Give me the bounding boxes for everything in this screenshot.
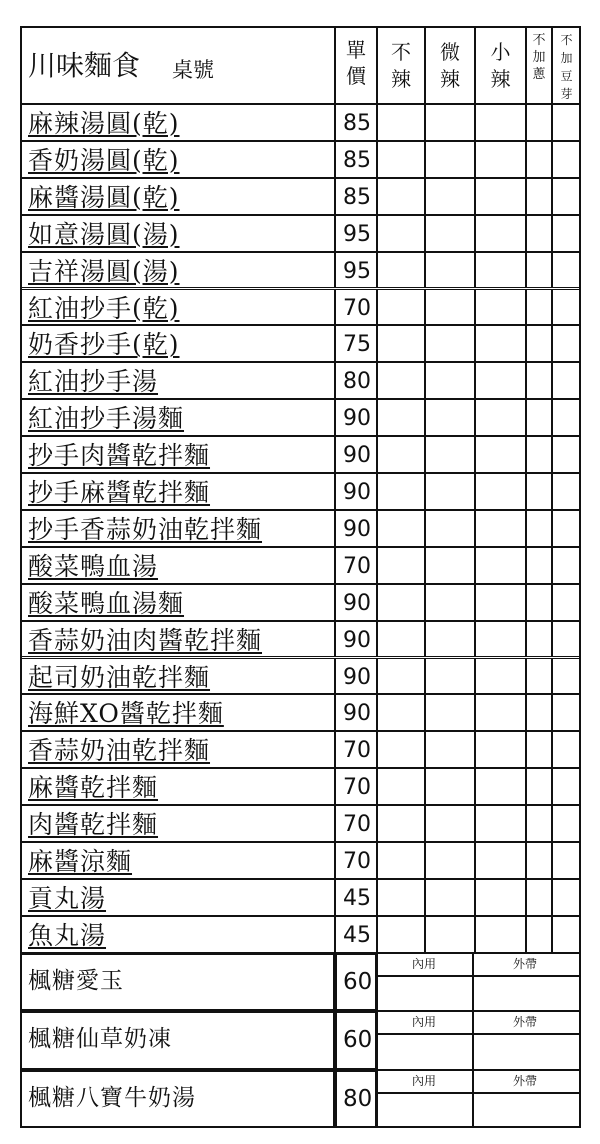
item-option-checkbox: [425, 362, 475, 399]
item-option-checkbox: [425, 584, 475, 621]
item-option-checkbox: [552, 879, 581, 916]
item-option-checkbox: [526, 215, 552, 252]
item-option-checkbox: [552, 694, 581, 731]
item-option-checkbox: [552, 658, 581, 695]
dessert-divider: [473, 975, 581, 977]
dessert-divider: [377, 1092, 473, 1094]
item-option-checkbox: [526, 879, 552, 916]
option-header-char: 不: [560, 33, 573, 47]
item-name: 紅油抄手湯: [28, 367, 159, 397]
item-option-checkbox: [526, 584, 552, 621]
item-name: 奶香抄手(乾): [28, 330, 180, 360]
item-option-checkbox: [425, 805, 475, 842]
item-option-checkbox: [552, 362, 581, 399]
item-option-checkbox: [526, 362, 552, 399]
item-option-checkbox: [526, 399, 552, 436]
item-name: 麻醬涼麵: [28, 847, 133, 876]
item-name: 抄手肉醬乾拌麵: [28, 441, 211, 471]
item-option-checkbox: [425, 658, 475, 695]
item-option-checkbox: [526, 289, 552, 326]
option-header-char: 辣: [391, 67, 411, 91]
item-option-checkbox: [377, 879, 425, 916]
item-option-checkbox: [377, 658, 425, 695]
item-option-checkbox: [475, 399, 526, 436]
option-header-char: 芽: [560, 87, 573, 101]
item-option-checkbox: [552, 252, 581, 289]
item-name: 魚丸湯: [28, 920, 107, 950]
item-price: 85: [343, 111, 371, 136]
item-option-checkbox: [526, 694, 552, 731]
item-option-checkbox: [475, 584, 526, 621]
item-price: 70: [343, 849, 371, 874]
header-option-cell: [475, 26, 526, 104]
header-option-cell: [377, 26, 425, 104]
item-price: 90: [343, 590, 371, 616]
item-price: 70: [343, 738, 371, 764]
item-option-checkbox: [377, 768, 425, 805]
item-name: 酸菜鴨血湯麵: [28, 588, 185, 618]
item-option-checkbox: [425, 141, 475, 178]
item-option-checkbox: [475, 621, 526, 658]
option-header-char: 豆: [560, 69, 573, 83]
dessert-divider: [377, 1033, 473, 1035]
dessert-name: 楓糖八寶牛奶湯: [28, 1084, 196, 1111]
item-option-checkbox: [475, 805, 526, 842]
item-option-checkbox: [475, 178, 526, 215]
item-option-checkbox: [526, 252, 552, 289]
item-option-checkbox: [377, 694, 425, 731]
option-header-char: 微: [440, 40, 460, 64]
item-option-checkbox: [552, 215, 581, 252]
item-name: 香奶湯圓(乾): [28, 145, 180, 175]
item-option-checkbox: [552, 473, 581, 510]
item-option-checkbox: [552, 916, 581, 953]
item-option-checkbox: [552, 289, 581, 326]
page-title: 川味麵食: [28, 49, 141, 82]
item-option-checkbox: [425, 842, 475, 879]
dine-in-label: 內用: [412, 1073, 437, 1088]
item-option-checkbox: [425, 252, 475, 289]
option-header-char: 蔥: [532, 67, 546, 82]
item-price: 70: [343, 812, 371, 838]
item-option-checkbox: [552, 104, 581, 141]
dessert-name: 楓糖愛玉: [28, 968, 124, 995]
item-option-checkbox: [377, 178, 425, 215]
item-option-checkbox: [475, 694, 526, 731]
item-option-checkbox: [526, 547, 552, 584]
item-price: 90: [343, 480, 371, 505]
dessert-name: 楓糖仙草奶凍: [28, 1026, 172, 1053]
item-name: 香蒜奶油乾拌麵: [28, 736, 211, 766]
item-option-checkbox: [475, 731, 526, 768]
item-option-checkbox: [552, 436, 581, 473]
item-name: 抄手麻醬乾拌麵: [28, 478, 211, 507]
dessert-divider: [473, 1092, 581, 1094]
item-option-checkbox: [475, 436, 526, 473]
item-name: 海鮮XO醬乾拌麵: [28, 699, 224, 729]
item-option-checkbox: [526, 621, 552, 658]
item-price: 90: [343, 627, 371, 653]
item-option-checkbox: [552, 141, 581, 178]
item-name: 抄手香蒜奶油乾拌麵: [28, 514, 263, 544]
item-option-checkbox: [425, 215, 475, 252]
item-option-checkbox: [552, 584, 581, 621]
item-price: 90: [343, 443, 371, 469]
item-name: 吉祥湯圓(湯): [28, 256, 180, 286]
item-option-checkbox: [526, 805, 552, 842]
item-name: 麻辣湯圓(乾): [28, 109, 180, 138]
item-option-checkbox: [526, 658, 552, 695]
dessert-price: 80: [343, 1085, 373, 1112]
item-option-checkbox: [475, 215, 526, 252]
item-option-checkbox: [475, 768, 526, 805]
item-name: 貢丸湯: [28, 883, 107, 913]
item-option-checkbox: [425, 178, 475, 215]
item-price: 95: [343, 258, 371, 284]
item-name: 香蒜奶油肉醬乾拌麵: [28, 625, 263, 655]
item-price: 95: [343, 221, 371, 247]
dine-in-label: 內用: [412, 1015, 437, 1030]
item-option-checkbox: [475, 879, 526, 916]
item-option-checkbox: [526, 436, 552, 473]
item-option-checkbox: [475, 547, 526, 584]
item-option-checkbox: [425, 289, 475, 326]
item-option-checkbox: [425, 104, 475, 141]
item-option-checkbox: [425, 510, 475, 547]
option-header-char: 辣: [490, 67, 511, 91]
item-option-checkbox: [526, 731, 552, 768]
item-option-checkbox: [552, 510, 581, 547]
item-option-checkbox: [526, 104, 552, 141]
item-price: 90: [343, 516, 371, 542]
item-price: 70: [343, 295, 371, 321]
item-option-checkbox: [425, 399, 475, 436]
dessert-divider: [377, 975, 473, 977]
item-option-checkbox: [425, 694, 475, 731]
item-option-checkbox: [552, 805, 581, 842]
item-option-checkbox: [475, 141, 526, 178]
item-option-checkbox: [475, 842, 526, 879]
item-option-checkbox: [552, 325, 581, 362]
header-option-cell: [425, 26, 475, 104]
dessert-price: 60: [343, 969, 373, 996]
option-header-char: 不: [391, 40, 411, 64]
item-option-checkbox: [475, 510, 526, 547]
item-option-checkbox: [552, 399, 581, 436]
item-option-checkbox: [552, 768, 581, 805]
price-header-char: 單: [346, 38, 366, 62]
item-price: 90: [343, 664, 371, 690]
item-option-checkbox: [526, 178, 552, 215]
item-price: 70: [343, 553, 371, 579]
item-option-checkbox: [552, 178, 581, 215]
option-header-char: 辣: [440, 67, 460, 91]
item-option-checkbox: [425, 879, 475, 916]
dessert-divider: [473, 1033, 581, 1035]
dine-in-label: 內用: [412, 957, 437, 971]
item-name: 肉醬乾拌麵: [28, 810, 159, 840]
item-option-checkbox: [425, 547, 475, 584]
item-option-checkbox: [475, 252, 526, 289]
takeout-label: 外帶: [513, 1015, 538, 1030]
item-price: 85: [343, 184, 371, 210]
item-option-checkbox: [425, 916, 475, 953]
item-option-checkbox: [377, 141, 425, 178]
item-option-checkbox: [475, 658, 526, 695]
item-option-checkbox: [552, 842, 581, 879]
item-option-checkbox: [377, 584, 425, 621]
item-name: 起司奶油乾拌麵: [28, 662, 211, 692]
item-price: 75: [343, 332, 371, 358]
item-option-checkbox: [425, 325, 475, 362]
item-option-checkbox: [377, 104, 425, 141]
item-option-checkbox: [377, 325, 425, 362]
takeout-label: 外帶: [513, 957, 538, 971]
item-option-checkbox: [526, 842, 552, 879]
item-option-checkbox: [377, 805, 425, 842]
item-price: 85: [343, 147, 371, 173]
item-price: 90: [343, 406, 371, 432]
item-name: 麻醬湯圓(乾): [28, 182, 180, 212]
item-option-checkbox: [377, 362, 425, 399]
option-header-char: 不: [532, 33, 546, 48]
item-option-checkbox: [425, 731, 475, 768]
item-option-checkbox: [425, 768, 475, 805]
item-option-checkbox: [526, 473, 552, 510]
item-option-checkbox: [475, 473, 526, 510]
item-price: 70: [343, 775, 371, 801]
table-number-label: 桌號: [172, 58, 214, 82]
item-option-checkbox: [377, 473, 425, 510]
item-name: 酸菜鴨血湯: [28, 551, 159, 581]
item-option-checkbox: [526, 916, 552, 953]
item-option-checkbox: [552, 731, 581, 768]
item-name: 如意湯圓(湯): [28, 219, 180, 249]
item-price: 45: [343, 922, 371, 948]
item-option-checkbox: [377, 289, 425, 326]
item-price: 90: [343, 701, 371, 727]
item-option-checkbox: [377, 621, 425, 658]
item-option-checkbox: [377, 399, 425, 436]
dessert-price: 60: [343, 1027, 373, 1054]
item-option-checkbox: [377, 510, 425, 547]
item-option-checkbox: [377, 215, 425, 252]
item-option-checkbox: [475, 325, 526, 362]
item-option-checkbox: [526, 768, 552, 805]
item-option-checkbox: [377, 842, 425, 879]
option-header-char: 加: [532, 50, 546, 65]
item-name: 紅油抄手湯麵: [28, 404, 185, 434]
item-option-checkbox: [377, 916, 425, 953]
item-option-checkbox: [377, 436, 425, 473]
takeout-label: 外帶: [513, 1073, 538, 1088]
item-option-checkbox: [475, 916, 526, 953]
option-header-char: 小: [490, 40, 511, 64]
item-option-checkbox: [475, 104, 526, 141]
item-option-checkbox: [552, 621, 581, 658]
item-option-checkbox: [377, 547, 425, 584]
item-option-checkbox: [377, 252, 425, 289]
item-name: 紅油抄手(乾): [28, 293, 180, 323]
option-header-char: 加: [560, 51, 573, 65]
item-option-checkbox: [377, 731, 425, 768]
item-option-checkbox: [526, 510, 552, 547]
item-option-checkbox: [475, 289, 526, 326]
item-option-checkbox: [425, 621, 475, 658]
item-name: 麻醬乾拌麵: [28, 773, 159, 803]
item-option-checkbox: [526, 325, 552, 362]
item-option-checkbox: [552, 547, 581, 584]
item-option-checkbox: [475, 362, 526, 399]
item-option-checkbox: [526, 141, 552, 178]
price-header-char: 價: [346, 64, 366, 88]
item-price: 80: [343, 369, 371, 395]
item-price: 45: [343, 885, 371, 911]
item-option-checkbox: [425, 436, 475, 473]
item-option-checkbox: [425, 473, 475, 510]
